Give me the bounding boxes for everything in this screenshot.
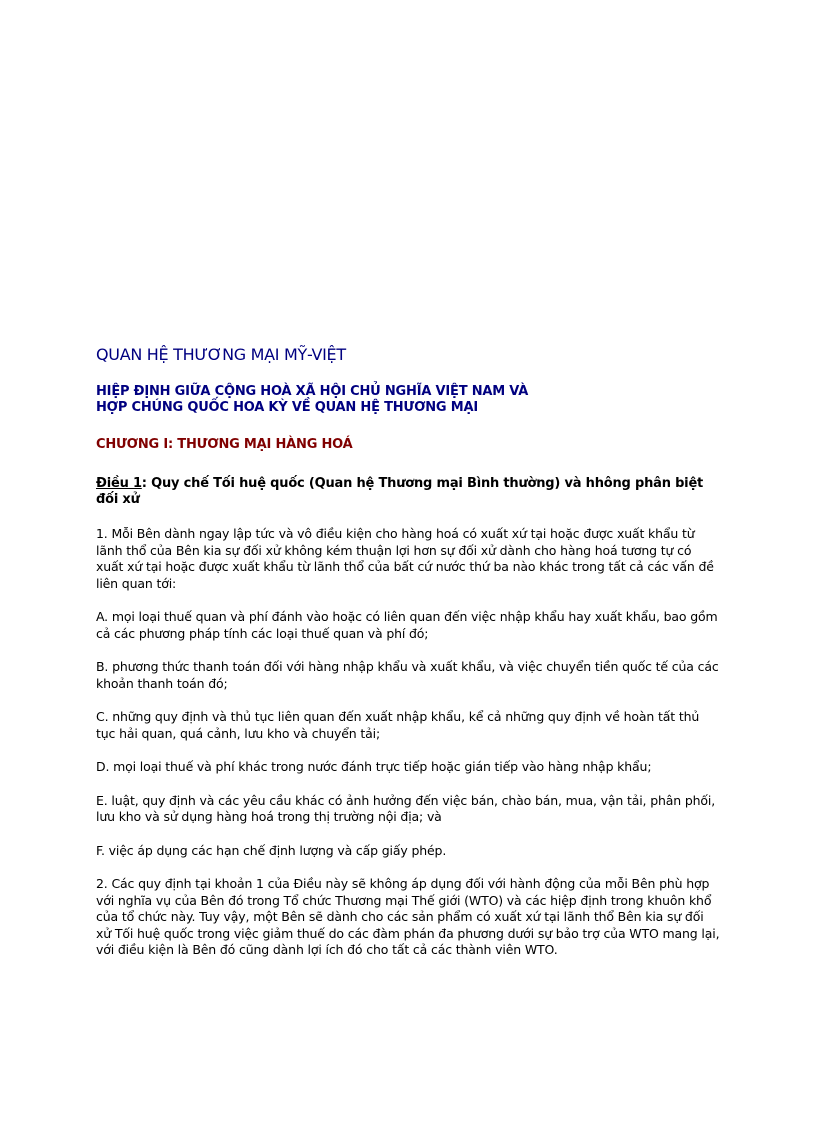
agreement-title <box>96 384 721 416</box>
document-title: QUAN HỆ THƯƠNG MẠI MỸ-VIỆT <box>96 345 346 364</box>
agreement-title-line-2: HỢP CHÚNG QUỐC HOA KỲ VỀ QUAN HỆ THƯƠNG MẠI <box>96 400 478 415</box>
article-heading <box>96 476 721 508</box>
paragraph-e: E. luật, quy định và các yêu cầu khác có ảnh hưởng đến việc bán, chào bán, mua, vận tải, phân phối, lưu kho và sử dụng hàng hoá trong thị trường nội địa; và <box>96 792 716 824</box>
agreement-title-line-1: HIỆP ĐỊNH GIỮA CỘNG HOÀ XÃ HỘI CHỦ NGHĨA VIỆT NAM VÀ <box>96 384 529 399</box>
paragraph-f: F. việc áp dụng các hạn chế định lượng và cấp giấy phép. <box>96 842 447 858</box>
paragraph-1: 1. Mỗi Bên dành ngay lập tức và vô điều kiện cho hàng hoá có xuất xứ tại hoặc được xuất khẩu từ lãnh thổ của Bên kia sự đối xử không kém thuận lợi hơn sự đối xử dành cho hàng hoá tương tự có xuất xứ tại hoặc được xuất khẩu từ lãnh thổ của bất cứ nước thứ ba nào khác trong tất cả các vấn đề liên quan tới: <box>96 526 714 591</box>
chapter-title: CHƯƠNG I: THƯƠNG MẠI HÀNG HOÁ <box>96 437 353 452</box>
paragraph-d: D. mọi loại thuế và phí khác trong nước đánh trực tiếp hoặc gián tiếp vào hàng nhập khẩu; <box>96 759 652 774</box>
article-label: Điều 1 <box>96 476 142 491</box>
paragraph-b: B. phương thức thanh toán đối với hàng nhập khẩu và xuất khẩu, và việc chuyển tiền quốc tế của các khoản thanh toán đó; <box>96 659 719 691</box>
paragraph-2: 2. Các quy định tại khoản 1 của Điều này sẽ không áp dụng đối với hành động của mỗi Bên phù hợp với nghĩa vụ của Bên đó trong Tổ chức Thương mại Thế giới (WTO) và các hiệp định trong khuôn khổ của tổ chức này. Tuy vậy, một Bên sẽ dành cho các sản phẩm có xuất xứ tại lãnh thổ Bên kia sự đối xử Tối huệ quốc trong việc giảm thuế do các đàm phán đa phương dưới sự bảo trợ của WTO mang lại, với điều kiện là Bên đó cũng dành lợi ích đó cho tất cả các thành viên WTO. <box>96 876 720 957</box>
document-body <box>96 343 721 959</box>
article-title: : Quy chế Tối huệ quốc (Quan hệ Thương mại Bình thường) và hhông phân biệt đối xử <box>96 476 704 507</box>
paragraph-a: A. mọi loại thuế quan và phí đánh vào hoặc có liên quan đến việc nhập khẩu hay xuất khẩu, bao gồm cả các phương pháp tính các loại thuế quan và phí đó; <box>96 609 718 641</box>
paragraph-c: C. những quy định và thủ tục liên quan đến xuất nhập khẩu, kể cả những quy định về hoàn tất thủ tục hải quan, quá cảnh, lưu kho và chuyển tải; <box>96 709 700 741</box>
